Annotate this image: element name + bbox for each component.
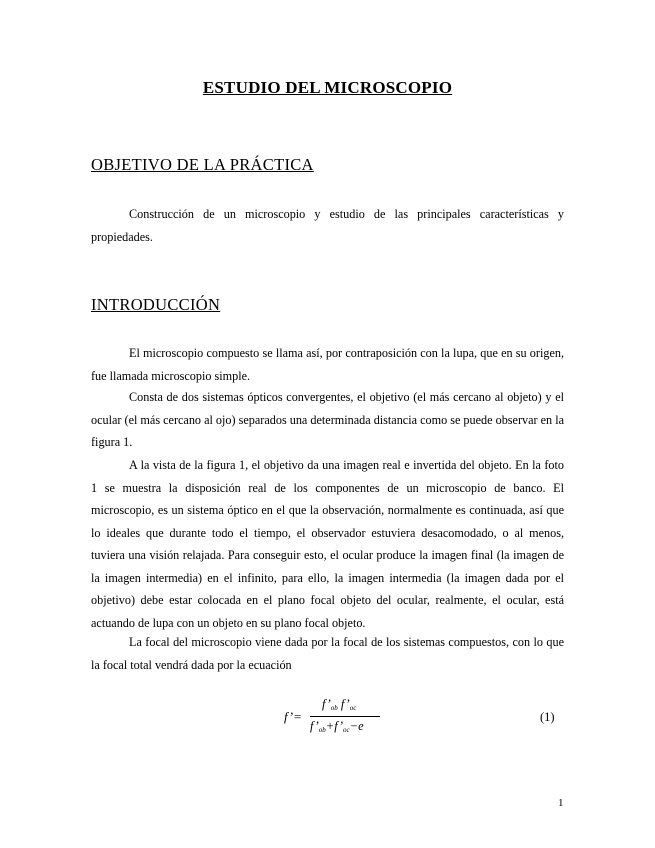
intro-paragraph-1: El microscopio compuesto se llama así, por contraposición con la lupa, que en su origen, fue llamada microscopio simple. — [91, 346, 564, 383]
equation-numerator — [322, 697, 356, 712]
equation-den-plus: + — [325, 719, 335, 733]
equation-den-f2: f’ — [334, 719, 344, 733]
equation-den-sub2: oc — [343, 726, 350, 734]
intro-paragraph-2: Consta de dos sistemas ópticos convergentes, el objetivo (el más cercano al objeto) y el ocular (el más cercano al ojo) separados una determinada distancia como se puede observar en la figura 1. — [91, 390, 564, 449]
intro-paragraph-3: A la vista de la figura 1, el objetivo da una imagen real e invertida del objeto. En la foto 1 se muestra la disposición real de los componentes de un microscopio de banco. El microscopio, es un sistema óptico en el que la observación, normalmente es continuada, así que lo ideales que durante todo el tiempo, el observador estuviera desacomodado, o al menos, tuviera una visión relajada. Para conseguir esto, el ocular produce la imagen final (la imagen de la imagen intermedia) en el infinito, para ello, la imagen intermedia (la imagen dada por el objetivo) debe estar colocada en el plano focal objeto del ocular, realmente, el ocular, está actuando de lupa con un objeto en su plano focal objeto. — [91, 458, 564, 630]
equation-lhs: f’= — [284, 709, 302, 724]
document-title: ESTUDIO DEL MICROSCOPIO — [202, 78, 453, 97]
equation-number: (1) — [540, 710, 555, 724]
equation-den-f1: f’ — [310, 719, 319, 733]
focal-equation — [284, 695, 394, 741]
page-number: 1 — [558, 797, 564, 809]
equation-denominator — [310, 719, 364, 734]
equation-num-sub2: oc — [349, 704, 357, 712]
equation-fraction-bar — [310, 716, 380, 717]
objetivo-paragraph: Construcción de un microscopio y estudio de las principales características y propiedades. — [91, 207, 564, 244]
equation-den-tail: −e — [349, 719, 364, 733]
equation-num-sub1: ob — [330, 704, 338, 712]
equation-num-f1: f’ — [322, 697, 331, 711]
equation-num-f2: f’ — [340, 697, 350, 711]
intro-paragraph-4: La focal del microscopio viene dada por la focal de los sistemas compuestos, con lo que la focal total vendrá dada por la ecuación — [91, 635, 564, 672]
equation-den-sub1: ob — [318, 726, 326, 734]
section-heading-introduccion: INTRODUCCIÓN — [91, 295, 221, 314]
section-heading-objetivo: OBJETIVO DE LA PRÁCTICA — [91, 155, 314, 174]
